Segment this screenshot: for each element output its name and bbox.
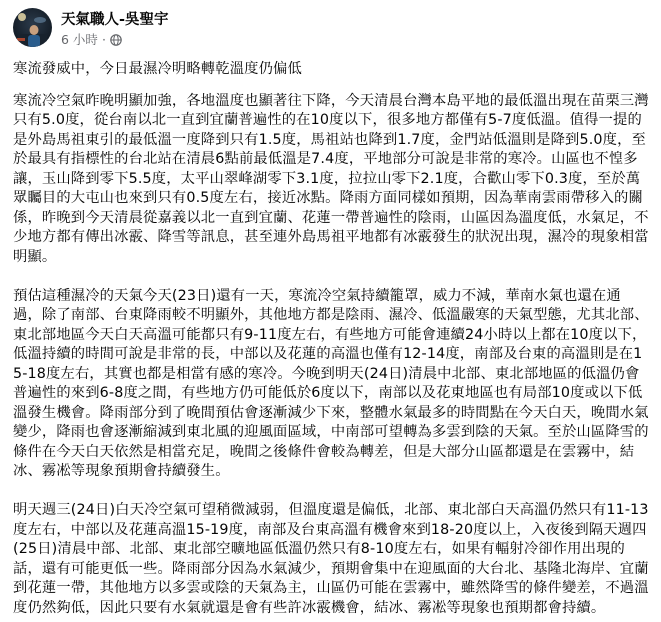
- avatar[interactable]: [13, 8, 52, 47]
- avatar-photo: [13, 8, 52, 47]
- globe-icon: [110, 34, 122, 46]
- post-paragraph-2: 預估這種濕冷的天氣今天(23日)還有一天，寒流冷空氣持續籠罩，威力不減，華南水氣也還在通過，除了南部、台東降雨較不明顯外，其他地方都是陰雨、濕冷、低溫嚴寒的天氣型態，尤其北部、東北部地區今天白天高溫可能都只有9-11度左右，有些地方可能會連續24小時以上都在10度以下，低溫持續的時間可說是非常的長，中部以及花蓮的高溫也僅有12-14度，南部及台東的高溫則是在15-18度左右，其實也都是相當有感的寒冷。今晚到明天(24日)清晨中北部、東北部地區的低溫仍會普遍性的來到6-8度之間，有些地方仍可能低於6度以下，南部以及花東地區也有局部10度或以下低溫發生機會。降雨部分到了晚間預估會逐漸減少下來，整體水氣最多的時間點在今天白天，晚間水氣變少，降雨也會逐漸縮減到東北風的迎風面區域，中南部可望轉為多雲到陰的天氣。至於山區降雪的條件在今天白天依然是相當充足，晚間之後條件會較為轉差，但是大部分山區都還是在雲霧中，結冰、霧凇等現象預期會持續發生。: [13, 287, 649, 479]
- post-header: [13, 8, 649, 56]
- author-name[interactable]: 天氣職人-吳聖宇: [61, 12, 169, 28]
- post-headline: 寒流發威中，今日最濕冷明略轉乾溫度仍偏低: [13, 61, 302, 77]
- post-subline: [61, 32, 169, 48]
- separator-dot: ·: [101, 32, 106, 47]
- post-paragraph-1: 寒流冷空氣昨晚明顯加強，各地溫度也顯著往下降，今天清晨台灣本島平地的最低溫出現在苗栗三灣只有5.0度，從台南以北一直到宜蘭普遍性的在10度以下，很多地方都僅有5-7度低溫。值得一提的是外島馬祖東引的最低溫一度降到只有1.5度，馬祖站也降到1.7度，金門站低溫則是降到5.0度，至於最具有指標性的台北站在清晨6點前最低溫是7.4度，平地部分可說是非常的寒冷。山區也不惶多讓，玉山降到零下5.5度，太平山翠峰湖零下3.1度，拉拉山零下2.1度，合歡山零下0.3度，至於萬眾矚目的大屯山也來到只有0.5度左右，接近冰點。降雨方面同樣如預期，因為華南雲雨帶移入的關係，昨晚到今天清晨從嘉義以北一直到宜蘭、花蓮一帶普遍性的陰雨，山區因為溫度低，水氣足，不少地方都有傳出冰霰、降雪等訊息，甚至連外島馬祖平地都有冰霰發生的狀況出現，濕冷的現象相當明顯。: [13, 92, 649, 265]
- post-paragraph-3: 明天週三(24日)白天冷空氣可望稍微減弱，但溫度還是偏低，北部、東北部白天高溫仍然只有11-13度左右，中部以及花蓮高溫15-19度，南部及台東高溫有機會來到18-20度以上，入夜後到隔天週四(25日)清晨中部、北部、東北部空曠地區低溫仍然只有8-10度左右，如果有輻射冷卻作用出現的話，還有可能更低一些。降雨部分因為水氣減少，預期會集中在迎風面的大台北、基隆北海岸、宜蘭到花蓮一帶，其他地方以多雲或陰的天氣為主，山區仍可能在雲霧中，雖然降雪的條件變差，不過溫度仍然夠低，因此只要有水氣就還是會有些許冰霰機會，結冰、霧凇等現象也預期都會持續。: [13, 502, 649, 616]
- post-timestamp[interactable]: 6 小時: [61, 32, 98, 47]
- post-body: [13, 60, 649, 618]
- post-meta: [61, 8, 169, 48]
